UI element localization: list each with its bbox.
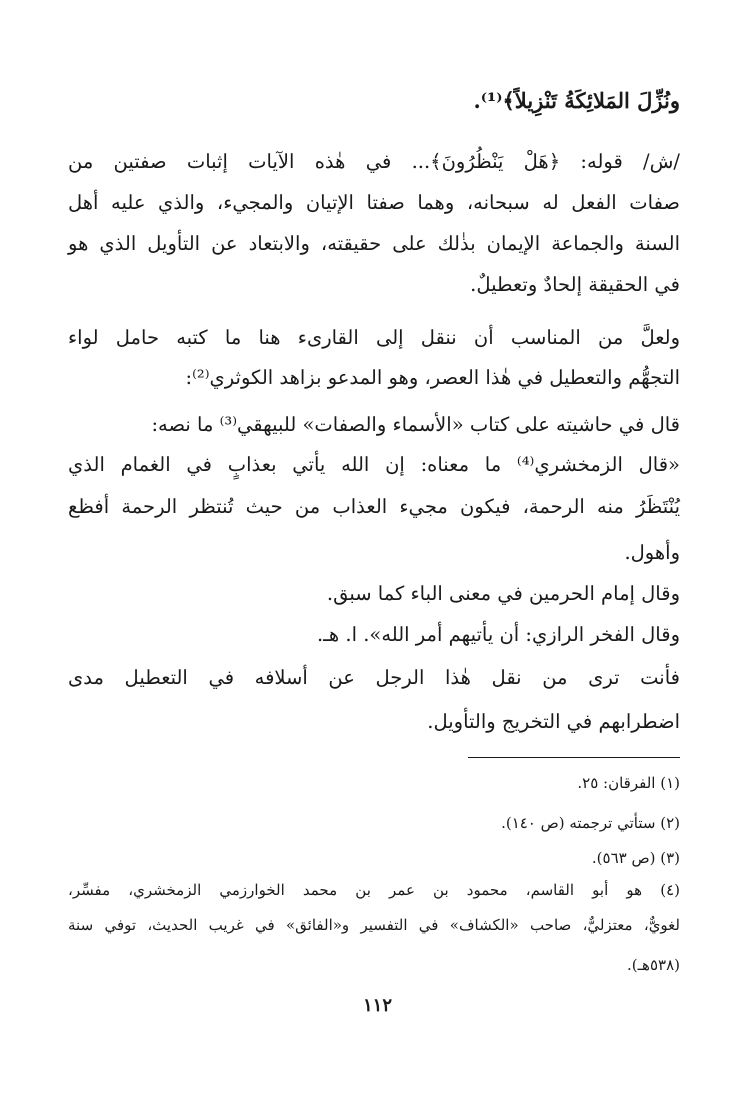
footnote-3: (٣) (ص ٥٦٣). — [591, 849, 680, 867]
conclusion-line-2: اضطرابهم في التخريج والتأويل. — [427, 710, 680, 733]
zamakhshari-line-2: يُنْتَظَرُ منه الرحمة، فيكون مجيء العذاب من حيث تُنتظر الرحمة أفظع — [68, 495, 680, 518]
footnote-1: (١) الفرقان: ٢٥. — [577, 774, 680, 792]
footnote-separator — [468, 757, 680, 758]
conclusion-line-1: فأنت ترى من نقل هٰذا الرجل عن أسلافه في التعطيل مدى — [68, 666, 680, 689]
haramayn-line-1: وقال إمام الحرمين في معنى الباء كما سبق. — [326, 582, 680, 605]
footnote-4-line-3: (٥٣٨هـ). — [627, 956, 680, 974]
kawthari-intro-line-2: التجهُّم والتعطيل في هٰذا العصر، وهو المدعو بزاهد الكوثري⁽²⁾: — [185, 366, 680, 389]
footnote-4-line-1: (٤) هو أبو القاسم، محمود بن عمر بن محمد الخوارزمي الزمخشري، مفسِّر، — [68, 881, 680, 899]
hashiya-line-1: قال في حاشيته على كتاب «الأسماء والصفات» للبيهقي⁽³⁾ ما نصه: — [151, 413, 680, 436]
commentary-paragraph-line-3: السنة والجماعة الإيمان بذٰلك على حقيقته، والابتعاد عن التأويل الذي هو — [68, 232, 680, 255]
footnote-4-line-2: لغويٌّ، معتزليٌّ، صاحب «الكشاف» في التفسير و«الفائق» في غريب الحديث، توفي سنة — [68, 916, 680, 934]
commentary-paragraph-line-2: صفات الفعل له سبحانه، وهما صفتا الإتيان والمجيء، والذي عليه أهل — [68, 191, 680, 214]
page-number: ١١٢ — [362, 995, 392, 1016]
zamakhshari-line-3: وأهول. — [624, 541, 680, 564]
footnote-2: (٢) ستأتي ترجمته (ص ١٤٠). — [501, 814, 680, 832]
commentary-paragraph-line-1: /ش/ قوله: ﴿هَلْ يَنْظُرُونَ﴾... في هٰذه الآيات إثبات صفتين من — [68, 150, 680, 173]
kawthari-intro-line-1: ولعلَّ من المناسب أن ننقل إلى القارىء هنا ما كتبه حامل لواء — [68, 326, 680, 349]
commentary-paragraph-line-4: في الحقيقة إلحادٌ وتعطيلٌ. — [470, 273, 680, 296]
zamakhshari-line-1: «قال الزمخشري⁽⁴⁾ ما معناه: إن الله يأتي بعذابٍ في الغمام الذي — [68, 453, 680, 476]
verse-line: ونُزِّلَ المَلائِكَةُ تَنْزِيلاً﴾⁽¹⁾. — [473, 88, 680, 113]
razi-line-1: وقال الفخر الرازي: أن يأتيهم أمر الله». ا. هـ. — [316, 623, 680, 646]
